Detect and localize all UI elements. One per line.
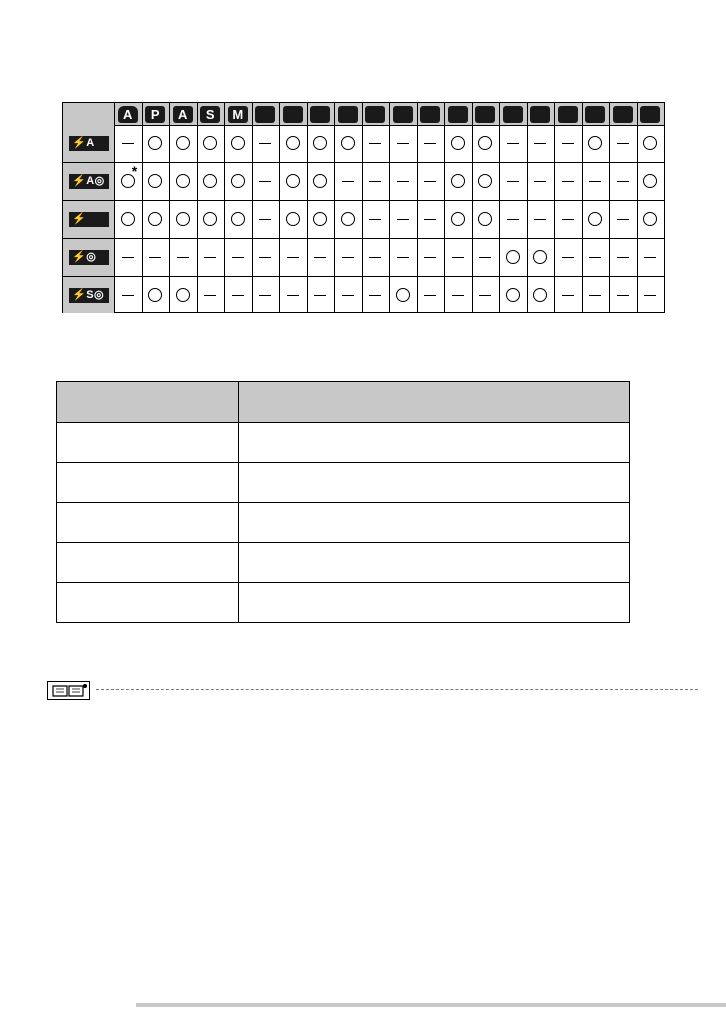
mode-cell xyxy=(362,277,390,314)
mode-cell xyxy=(582,201,610,238)
grid-column-divider xyxy=(197,103,198,312)
mode-cell xyxy=(142,125,170,162)
unavailable-dash-mark xyxy=(177,257,189,258)
mode-column-header xyxy=(252,103,280,125)
flash-forced-red-eye-icon: ⚡◎ xyxy=(69,250,109,265)
grid-column-divider xyxy=(362,103,363,312)
mode-cell xyxy=(252,125,280,162)
grid-column-divider xyxy=(252,103,253,312)
unavailable-dash-mark xyxy=(369,143,381,144)
unavailable-dash-mark xyxy=(259,257,271,258)
mode-cell xyxy=(334,277,362,314)
available-circle-mark xyxy=(313,212,327,226)
program-mode-icon: P xyxy=(145,106,165,123)
available-circle-mark xyxy=(533,288,547,302)
available-circle-mark xyxy=(451,174,465,188)
unavailable-dash-mark xyxy=(342,181,354,182)
available-circle-mark xyxy=(176,174,190,188)
mode-column-header xyxy=(527,103,555,125)
mode-cell xyxy=(252,277,280,314)
mode-column-header xyxy=(582,103,610,125)
unavailable-dash-mark xyxy=(314,257,326,258)
mode-cell xyxy=(362,125,390,162)
mode-cell xyxy=(637,201,665,238)
mode-row-flash-forced-on-red-eye xyxy=(63,239,664,277)
unavailable-dash-mark xyxy=(122,257,134,258)
mode-cell xyxy=(224,163,252,200)
mode-cell xyxy=(609,163,637,200)
unavailable-dash-mark xyxy=(562,257,574,258)
mode-cell xyxy=(444,163,472,200)
unavailable-dash-mark xyxy=(562,219,574,220)
mode-cell xyxy=(279,125,307,162)
mode-cell xyxy=(554,201,582,238)
mode-cell xyxy=(197,163,225,200)
mode-column-header xyxy=(444,103,472,125)
unavailable-dash-mark xyxy=(259,219,271,220)
unavailable-dash-mark xyxy=(397,219,409,220)
unavailable-dash-mark xyxy=(424,257,436,258)
available-circle-mark xyxy=(506,288,520,302)
available-circle-mark xyxy=(121,212,135,226)
mode-cell xyxy=(169,277,197,314)
mode-cell xyxy=(224,201,252,238)
mode-cell xyxy=(334,239,362,276)
available-circle-mark xyxy=(286,174,300,188)
mode-cell xyxy=(527,163,555,200)
mode-row-flash-auto xyxy=(63,125,664,163)
mode-cell xyxy=(499,239,527,276)
grid-column-divider xyxy=(389,103,390,312)
mode-cell xyxy=(582,125,610,162)
available-circle-mark xyxy=(588,212,602,226)
mode-cell xyxy=(197,201,225,238)
starry-sky-icon xyxy=(613,106,633,123)
mode-cell xyxy=(527,201,555,238)
unavailable-dash-mark xyxy=(507,219,519,220)
mode-cell xyxy=(609,239,637,276)
mode-column-header xyxy=(334,103,362,125)
unavailable-dash-mark xyxy=(507,143,519,144)
unavailable-dash-mark xyxy=(534,181,546,182)
mode-row-flash-slow-sync-red-eye xyxy=(63,277,664,315)
mode-cell xyxy=(334,125,362,162)
mode-column-header xyxy=(224,103,252,125)
mode-cell xyxy=(114,277,142,314)
mode-cell xyxy=(307,125,335,162)
mode-cell xyxy=(554,277,582,314)
fireworks-icon xyxy=(558,106,578,123)
mode-cell xyxy=(417,277,445,314)
mode-cell xyxy=(142,163,170,200)
aperture-priority-icon: A xyxy=(173,106,193,123)
unavailable-dash-mark xyxy=(424,181,436,182)
unavailable-dash-mark xyxy=(424,143,436,144)
grid-column-divider xyxy=(582,103,583,312)
mode-cell xyxy=(444,125,472,162)
mode-cell xyxy=(417,239,445,276)
grid-column-divider xyxy=(554,103,555,312)
available-circle-mark xyxy=(643,174,657,188)
mode-cell xyxy=(554,125,582,162)
unavailable-dash-mark xyxy=(259,295,271,296)
grid-column-divider xyxy=(637,103,638,312)
candle-light-icon xyxy=(530,106,550,123)
unavailable-dash-mark xyxy=(314,295,326,296)
mode-cell xyxy=(197,277,225,314)
mode-cell xyxy=(472,163,500,200)
mode-cell xyxy=(637,277,665,314)
mode-cell xyxy=(527,239,555,276)
mode-cell xyxy=(389,239,417,276)
grid-column-divider xyxy=(417,103,418,312)
unavailable-dash-mark xyxy=(452,257,464,258)
available-circle-mark xyxy=(148,212,162,226)
unavailable-dash-mark xyxy=(342,257,354,258)
grid-column-divider xyxy=(114,103,115,312)
mode-column-header xyxy=(389,103,417,125)
grid-column-divider xyxy=(334,103,335,312)
mode-cell xyxy=(527,125,555,162)
mode-cell xyxy=(609,277,637,314)
mode-cell xyxy=(472,201,500,238)
mode-cell xyxy=(444,239,472,276)
mode-cell xyxy=(307,277,335,314)
unavailable-dash-mark xyxy=(617,219,629,220)
night-scenery-icon xyxy=(420,106,440,123)
baby-2-icon xyxy=(475,106,495,123)
mode-cell xyxy=(169,163,197,200)
mode-cell xyxy=(224,277,252,314)
mode-cell xyxy=(252,163,280,200)
mode-header-row xyxy=(63,103,664,126)
info-table-row xyxy=(57,543,629,583)
unavailable-dash-mark xyxy=(204,295,216,296)
mode-cell xyxy=(389,201,417,238)
available-circle-mark xyxy=(203,174,217,188)
available-circle-mark xyxy=(478,136,492,150)
mode-column-header xyxy=(169,103,197,125)
unavailable-dash-mark xyxy=(617,143,629,144)
mode-cell xyxy=(609,201,637,238)
flash-auto-red-eye-icon: ⚡A◎ xyxy=(69,174,109,189)
unavailable-dash-mark xyxy=(452,295,464,296)
mode-cell xyxy=(307,163,335,200)
available-circle-mark xyxy=(148,174,162,188)
mode-cell xyxy=(582,277,610,314)
mode-cell xyxy=(142,201,170,238)
footer-rule xyxy=(136,1003,726,1007)
mode-column-header xyxy=(279,103,307,125)
mode-cell xyxy=(637,163,665,200)
unavailable-dash-mark xyxy=(562,295,574,296)
unavailable-dash-mark xyxy=(534,219,546,220)
available-circle-mark xyxy=(286,212,300,226)
grid-column-divider xyxy=(279,103,280,312)
mode-cell xyxy=(362,201,390,238)
available-circle-mark xyxy=(148,288,162,302)
shutter-priority-icon: S xyxy=(200,106,220,123)
unavailable-dash-mark xyxy=(479,257,491,258)
unavailable-dash-mark xyxy=(287,257,299,258)
mode-cell xyxy=(554,163,582,200)
mode-cell xyxy=(527,277,555,314)
mode-cell xyxy=(499,163,527,200)
grid-column-divider xyxy=(472,103,473,312)
party-icon xyxy=(503,106,523,123)
unavailable-dash-mark xyxy=(644,295,656,296)
mode-cell xyxy=(389,277,417,314)
grid-column-divider xyxy=(142,103,143,312)
mode-cell xyxy=(279,201,307,238)
mode-cell xyxy=(362,239,390,276)
available-circle-mark xyxy=(231,136,245,150)
self-portrait-icon xyxy=(640,106,660,123)
mode-cell xyxy=(252,201,280,238)
flash-setting-table xyxy=(56,381,630,623)
grid-column-divider xyxy=(527,103,528,312)
mode-cell xyxy=(114,163,142,200)
mode-cell xyxy=(307,239,335,276)
mode-column-header xyxy=(362,103,390,125)
info-table-row xyxy=(57,583,629,623)
unavailable-dash-mark xyxy=(617,295,629,296)
grid-column-divider xyxy=(224,103,225,312)
info-table-row xyxy=(57,423,629,463)
available-circle-mark xyxy=(176,212,190,226)
unavailable-dash-mark xyxy=(122,295,134,296)
mode-column-header xyxy=(307,103,335,125)
mode-cell xyxy=(417,125,445,162)
unavailable-dash-mark xyxy=(369,181,381,182)
sports-icon xyxy=(310,106,330,123)
mode-cell xyxy=(224,239,252,276)
unavailable-dash-mark xyxy=(397,257,409,258)
auto-camera-icon: A xyxy=(118,106,138,123)
mode-cell xyxy=(582,163,610,200)
grid-column-divider xyxy=(169,103,170,312)
unavailable-dash-mark xyxy=(424,219,436,220)
mode-cell xyxy=(279,163,307,200)
grid-column-divider xyxy=(307,103,308,312)
mode-cell xyxy=(279,239,307,276)
mode-cell xyxy=(169,125,197,162)
info-table-header xyxy=(57,382,629,423)
available-circle-mark xyxy=(396,288,410,302)
mode-cell xyxy=(472,125,500,162)
unavailable-dash-mark xyxy=(287,295,299,296)
portrait-icon xyxy=(283,106,303,123)
available-circle-mark xyxy=(313,136,327,150)
unavailable-dash-mark xyxy=(617,181,629,182)
footnote-star: * xyxy=(131,163,138,179)
available-circle-mark xyxy=(643,212,657,226)
baby-1-icon xyxy=(448,106,468,123)
grid-column-divider xyxy=(609,103,610,312)
manual-mode-icon: M xyxy=(228,106,248,123)
unavailable-dash-mark xyxy=(617,257,629,258)
note-book-icon xyxy=(47,681,90,700)
unavailable-dash-mark xyxy=(562,143,574,144)
unavailable-dash-mark xyxy=(232,257,244,258)
unavailable-dash-mark xyxy=(342,295,354,296)
mode-column-header xyxy=(472,103,500,125)
mode-cell xyxy=(417,163,445,200)
unavailable-dash-mark xyxy=(424,295,436,296)
unavailable-dash-mark xyxy=(259,143,271,144)
available-circle-mark xyxy=(478,212,492,226)
unavailable-dash-mark xyxy=(534,143,546,144)
mode-cell xyxy=(444,201,472,238)
unavailable-dash-mark xyxy=(369,219,381,220)
available-circle-mark xyxy=(506,250,520,264)
mode-column-header xyxy=(114,103,142,125)
grid-column-divider xyxy=(499,103,500,312)
info-table-row xyxy=(57,503,629,543)
available-circle-mark xyxy=(286,136,300,150)
flash-forced-on-icon: ⚡ xyxy=(69,212,109,227)
available-circle-mark xyxy=(643,136,657,150)
unavailable-dash-mark xyxy=(644,257,656,258)
info-table-row xyxy=(57,463,629,503)
available-circle-mark xyxy=(451,212,465,226)
mode-cell xyxy=(389,125,417,162)
food-icon xyxy=(338,106,358,123)
flash-mode-table xyxy=(62,102,665,313)
mode-column-header xyxy=(499,103,527,125)
snow-icon xyxy=(585,106,605,123)
mode-cell xyxy=(114,201,142,238)
unavailable-dash-mark xyxy=(259,181,271,182)
mode-cell xyxy=(472,239,500,276)
unavailable-dash-mark xyxy=(122,143,134,144)
mode-column-header xyxy=(417,103,445,125)
available-circle-mark xyxy=(588,136,602,150)
mode-cell xyxy=(472,277,500,314)
mode-cell xyxy=(499,277,527,314)
available-circle-mark xyxy=(203,136,217,150)
unavailable-dash-mark xyxy=(149,257,161,258)
mode-cell xyxy=(334,201,362,238)
mode-cell xyxy=(637,125,665,162)
mode-cell xyxy=(252,239,280,276)
available-circle-mark xyxy=(313,174,327,188)
mode-cell xyxy=(169,201,197,238)
unavailable-dash-mark xyxy=(204,257,216,258)
available-circle-mark xyxy=(231,212,245,226)
mode-cell xyxy=(554,239,582,276)
mode-cell xyxy=(197,125,225,162)
mode-cell xyxy=(142,277,170,314)
grid-column-divider xyxy=(444,103,445,312)
info-table-divider xyxy=(238,382,239,622)
mode-column-header xyxy=(142,103,170,125)
mode-cell xyxy=(362,163,390,200)
mode-cell xyxy=(417,201,445,238)
movie-film-icon xyxy=(255,106,275,123)
available-circle-mark xyxy=(231,174,245,188)
unavailable-dash-mark xyxy=(479,295,491,296)
unavailable-dash-mark xyxy=(397,181,409,182)
mode-cell xyxy=(444,277,472,314)
unavailable-dash-mark xyxy=(369,257,381,258)
mode-column-header xyxy=(609,103,637,125)
available-circle-mark xyxy=(533,250,547,264)
available-circle-mark xyxy=(478,174,492,188)
mode-cell xyxy=(114,125,142,162)
mode-cell xyxy=(169,239,197,276)
mode-column-header xyxy=(554,103,582,125)
mode-cell xyxy=(582,239,610,276)
available-circle-mark xyxy=(341,136,355,150)
mode-cell xyxy=(609,125,637,162)
unavailable-dash-mark xyxy=(589,295,601,296)
mode-cell xyxy=(499,201,527,238)
mode-cell xyxy=(114,239,142,276)
unavailable-dash-mark xyxy=(562,181,574,182)
available-circle-mark xyxy=(148,136,162,150)
unavailable-dash-mark xyxy=(369,295,381,296)
mode-cell xyxy=(307,201,335,238)
mode-cell xyxy=(197,239,225,276)
mode-cell xyxy=(389,163,417,200)
flash-auto-icon: ⚡A xyxy=(69,136,109,151)
note-divider xyxy=(96,689,698,690)
night-portrait-icon xyxy=(393,106,413,123)
mode-cell xyxy=(334,163,362,200)
mode-cell xyxy=(279,277,307,314)
mode-cell xyxy=(142,239,170,276)
available-circle-mark xyxy=(176,136,190,150)
mode-column-header xyxy=(197,103,225,125)
mode-cell xyxy=(499,125,527,162)
unavailable-dash-mark xyxy=(589,181,601,182)
unavailable-dash-mark xyxy=(507,181,519,182)
mode-column-header xyxy=(637,103,665,125)
mode-cell xyxy=(224,125,252,162)
scenery-icon xyxy=(365,106,385,123)
mode-row-flash-forced-on xyxy=(63,201,664,239)
available-circle-mark xyxy=(176,288,190,302)
mode-cell xyxy=(637,239,665,276)
available-circle-mark xyxy=(341,212,355,226)
unavailable-dash-mark xyxy=(397,143,409,144)
flash-slow-sync-icon: ⚡S◎ xyxy=(69,288,109,303)
mode-row-flash-auto-red-eye xyxy=(63,163,664,201)
unavailable-dash-mark xyxy=(589,257,601,258)
available-circle-mark xyxy=(203,212,217,226)
unavailable-dash-mark xyxy=(232,295,244,296)
available-circle-mark xyxy=(451,136,465,150)
